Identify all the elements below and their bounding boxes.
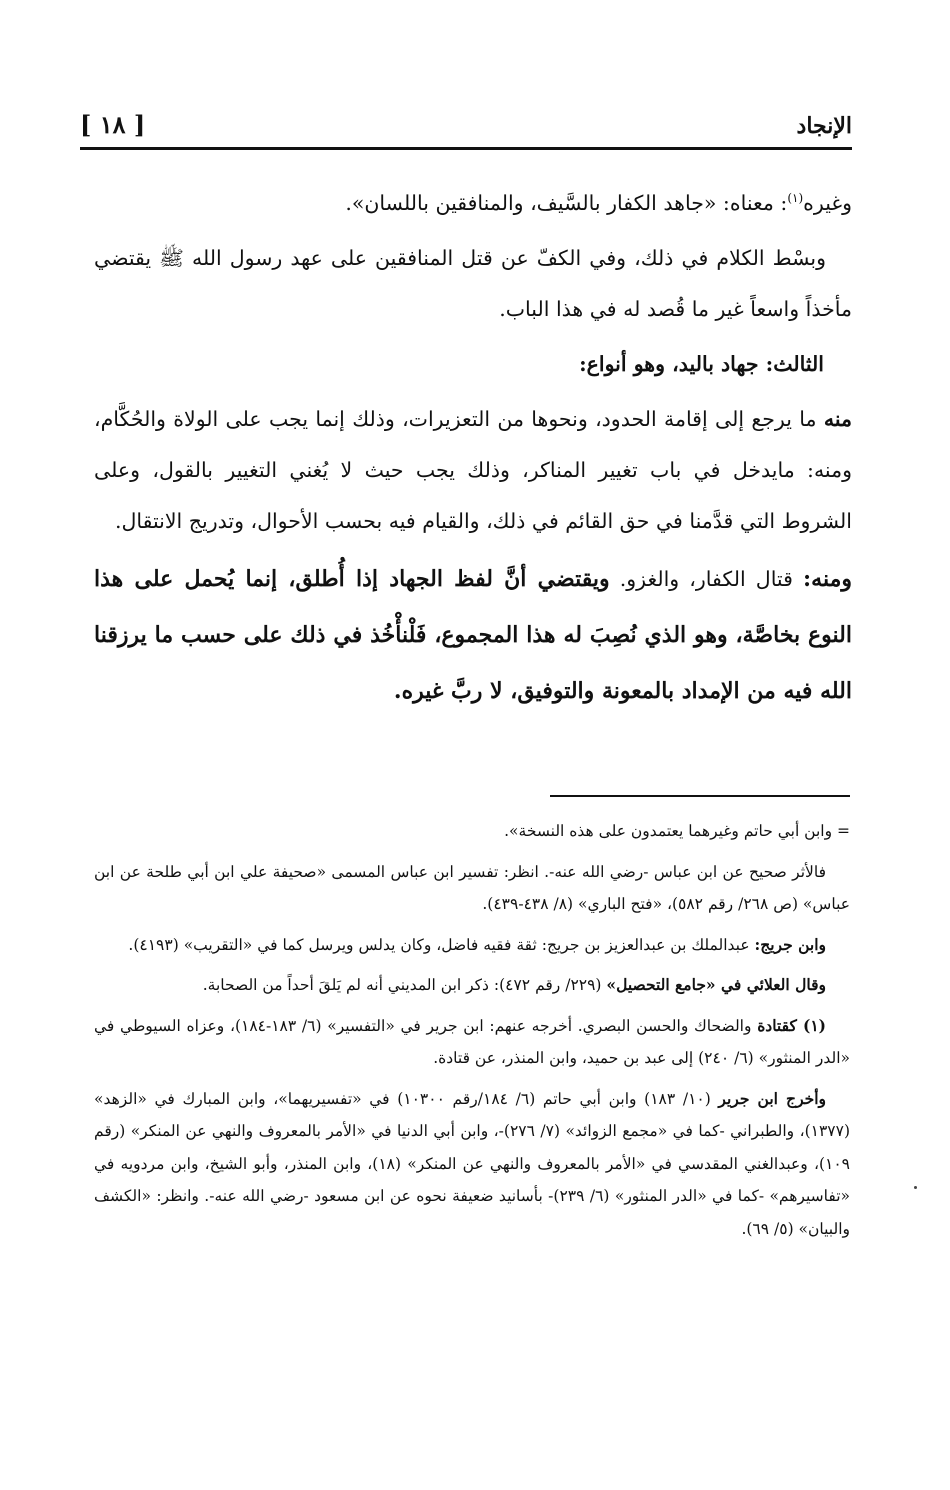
main-text — [94, 178, 852, 723]
paragraph-3 — [94, 394, 852, 547]
page-number: [ ١٨ ] — [80, 110, 146, 139]
paragraph-2: وبسْط الكلام في ذلك، وفي الكفّ عن قتل المنافقين على عهد رسول الله ﷺ يقتضي مأخذاً واسعاً غير ما قُصد له في هذا الباب. — [94, 246, 852, 321]
paragraph-1-rest: : معناه: «جاهد الكفار بالسَّيف، والمنافقين باللسان». — [345, 191, 788, 215]
paragraph-3-rest: ما يرجع إلى إقامة الحدود، ونحوها من التعزيرات، وذلك إنما يجب على الولاة والحُكَّام، ومنه: مايدخل في باب تغيير المناكر، وذلك يجب حيث لا يُغني التغيير بالقول، وعلى الشروط التي قدَّمنا في حق القائم في ذلك، والقيام فيه بحسب الأحوال، وتدريج الانتقال. — [94, 407, 852, 533]
footnote-1-continued — [94, 1083, 850, 1246]
footnote-para-2 — [94, 929, 850, 962]
footnotes — [94, 815, 850, 1253]
footnote-para-3-rest: (٢٢٩/ رقم ٤٧٢): ذكر ابن المديني أنه لم يَلقَ أحداً من الصحابة. — [202, 976, 607, 994]
margin-dot — [914, 1186, 917, 1189]
running-header — [80, 95, 852, 150]
paragraph-1 — [94, 178, 852, 229]
footnote-para-3 — [94, 969, 850, 1002]
footnote-1-continued-lead: وأخرج ابن جرير — [718, 1088, 826, 1108]
footnote-1-continued-rest: (١٠/ ١٨٣) وابن أبي حاتم (٦/ ١٨٤/رقم ١٠٣٠٠) في «تفسيريهما»، وابن المبارك في «الزهد» (١٣٧٧)، والطبراني -كما في «مجمع الزوائد» (٧/ ٢٧٦)-، وابن أبي الدنيا في «الأمر بالمعروف والنهي عن المنكر» (رقم ١٠٩)، وعبدالغني المقدسي في «الأمر بالمعروف والنهي عن المنكر» (١٨)، وابن المنذر، وأبو الشيخ، وابن مردويه في «تفاسيرهم» -كما في «الدر المنثور» (٦/ ٢٣٩)- بأسانيد ضعيفة نحوه عن ابن مسعود -رضي الله عنه-. وانظر: «الكشف والبيان» (٥/ ٦٩). — [94, 1089, 851, 1238]
footnote-1-lead: (١) كقتادة — [757, 1015, 827, 1035]
paragraph-4-lead: ومنه: — [803, 566, 853, 592]
section-heading: الثالث: جهاد باليد، وهو أنواع: — [579, 352, 824, 376]
footnote-ref: (١) — [787, 191, 804, 206]
footnote-para-3-lead: وقال العلائي في «جامع التحصيل» — [606, 975, 826, 994]
paragraph-4 — [94, 551, 852, 719]
paragraph-1-text: وغيره — [803, 191, 852, 215]
book-title: الإنجاد — [796, 113, 852, 139]
paragraph-3-lead: منه — [823, 407, 852, 431]
footnote-continuation: = وابن أبي حاتم وغيرهما يعتمدون على هذه النسخة». — [504, 822, 850, 840]
footnote-para-2-rest: عبدالملك بن عبدالعزيز بن جريج: ثقة فقيه فاضل، وكان يدلس ويرسل كما في «التقريب» (٤١٩٣). — [128, 935, 755, 954]
footnote-para-2-lead: وابن جريج: — [754, 934, 826, 954]
footnote-separator — [550, 795, 850, 797]
footnote-para-1: فالأثر صحيح عن ابن عباس -رضي الله عنه-. انظر: تفسير ابن عباس المسمى «صحيفة علي ابن أبي طلحة عن ابن عباس» (ص ٢٦٨/ رقم ٥٨٢)، «فتح الباري» (٨/ ٤٣٨-٤٣٩). — [94, 862, 850, 913]
footnote-1 — [94, 1010, 850, 1075]
paragraph-4-mid: قتال الكفار، والغزو. — [609, 567, 804, 591]
footnote-1-rest: والضحاك والحسن البصري. أخرجه عنهم: ابن جرير في «التفسير» (٦/ ١٨٣-١٨٤)، وعزاه السيوطي في «الدر المنثور» (٦/ ٢٤٠) إلى عبد بن حميد، وابن المنذر، عن قتادة. — [94, 1016, 850, 1067]
paragraph-4-bold: ويقتضي أنَّ لفظ الجهاد إذا أُطلق، إنما يُحمل على هذا النوع بخاصَّة، وهو الذي نُصِبَ له هذا المجموع، فَلْنأْخُذ في ذلك على حسب ما يرزقنا الله فيه من الإمداد بالمعونة والتوفيق، لا ربَّ غيره. — [94, 566, 852, 704]
